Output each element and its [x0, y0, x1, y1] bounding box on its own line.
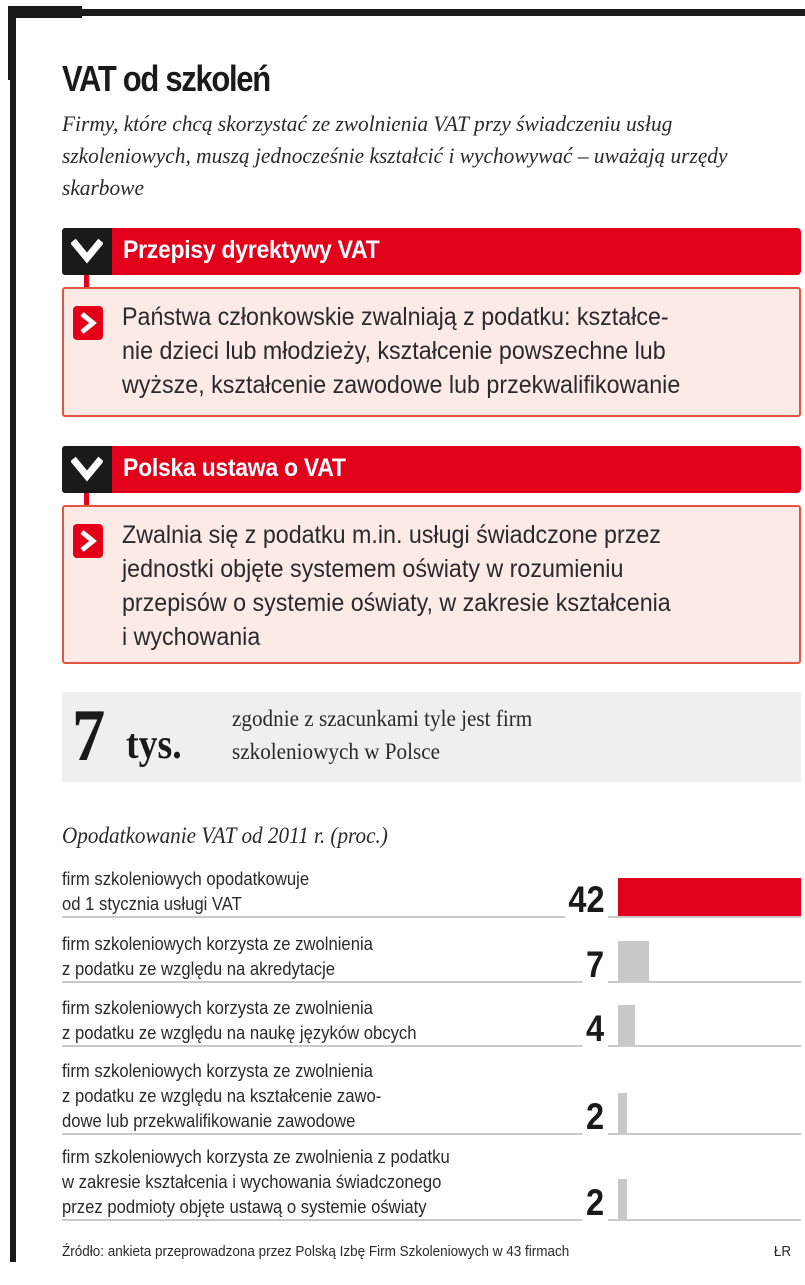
bar-label — [62, 995, 422, 1045]
lead-paragraph: Firmy, które chcą skorzystać ze zwolnienia VAT przy świadczeniu usług szkoleniowych, muszą jednocześnie kształcić i wychowywać – uważają urzędy skarbowe — [62, 111, 728, 200]
bar-row — [62, 1054, 801, 1135]
bar-label-line: firm szkoleniowych korzysta ze zwolnienia — [62, 1060, 373, 1081]
bar-label-line: przez podmioty objęte ustawą o systemie oświaty — [62, 1196, 427, 1217]
bar-label-line: firm szkoleniowych korzysta ze zwolnienia — [62, 933, 373, 954]
bar-row — [62, 991, 801, 1047]
bar-label-line: w zakresie kształcenia i wychowania świadczonego — [62, 1171, 442, 1192]
bar — [618, 941, 649, 981]
row-baseline-rule — [62, 1219, 801, 1221]
bar-label-line: firm szkoleniowych korzysta ze zwolnienia z podatku — [62, 1146, 450, 1167]
section-text — [122, 518, 792, 654]
page-title: VAT od szkoleń — [62, 58, 270, 99]
chevron-right-icon — [73, 524, 103, 558]
section-heading-bar — [112, 446, 801, 493]
bar-row — [62, 927, 801, 983]
bar — [618, 1093, 627, 1133]
bar-label — [62, 866, 314, 916]
text-line: Państwa członkowskie zwalniają z podatku: kształce- — [122, 303, 669, 331]
frame-top-rule — [8, 9, 805, 16]
text-line: zgodnie z szacunkami tyle jest firm — [232, 706, 533, 731]
bar-label-line: z podatku ze względu na akredytacje — [62, 958, 336, 979]
connector-line — [84, 493, 89, 505]
bar — [618, 1005, 635, 1045]
row-baseline-rule — [62, 981, 801, 983]
bar-label — [62, 931, 378, 981]
bar-label-line: z podatku ze względu na naukę języków obcych — [62, 1022, 417, 1043]
text-line: nie dzieci lub młodzieży, kształcenie powszechne lub — [122, 337, 666, 365]
bar-label-line: firm szkoleniowych korzysta ze zwolnienia — [62, 997, 373, 1018]
row-baseline-rule — [62, 1133, 801, 1135]
bar-value-label: 7 — [583, 945, 608, 985]
chevron-down-icon — [62, 446, 112, 493]
bar-label-line: od 1 stycznia usługi VAT — [62, 893, 242, 914]
section-content-box — [62, 505, 801, 664]
bar-row — [62, 1140, 801, 1221]
bar-label-line: z podatku ze względu na kształcenie zawo- — [62, 1085, 382, 1106]
stat-number: 7 — [72, 695, 106, 777]
frame-left-rule — [10, 6, 16, 1262]
bar-value-label: 2 — [583, 1097, 608, 1137]
bar-value-label: 2 — [583, 1183, 608, 1223]
section-text — [122, 300, 792, 402]
bar-value-label: 42 — [565, 880, 608, 920]
text-line: Zwalnia się z podatku m.in. usługi świadczone przez — [122, 521, 661, 549]
stat-callout — [62, 692, 801, 782]
bar-label-line: firm szkoleniowych opodatkowuje — [62, 868, 310, 889]
chart-title: Opodatkowanie VAT od 2011 r. (proc.) — [62, 823, 388, 848]
stat-description — [232, 702, 692, 768]
source-note: Źródło: ankieta przeprowadzona przez Polską Izbę Firm Szkoleniowych w 43 firmach — [62, 1243, 570, 1260]
connector-line — [84, 275, 89, 287]
bar — [618, 878, 801, 916]
text-line: jednostki objęte systemem oświaty w rozumieniu — [122, 555, 624, 583]
text-line: i wychowania — [122, 623, 261, 651]
author-initials: ŁR — [773, 1243, 791, 1260]
bar-value-label: 4 — [583, 1009, 608, 1049]
section-header-polish-law — [62, 446, 801, 493]
section-heading: Polska ustawa o VAT — [123, 454, 346, 482]
row-baseline-rule — [62, 916, 801, 918]
bar-label-line: dowe lub przekwalifikowanie zawodowe — [62, 1110, 356, 1131]
section-heading-bar — [112, 228, 801, 275]
row-baseline-rule — [62, 1045, 801, 1047]
section-content-box — [62, 287, 801, 417]
bar — [618, 1179, 627, 1219]
text-line: przepisów o systemie oświaty, w zakresie kształcenia — [122, 589, 671, 617]
bar-label — [62, 1144, 455, 1219]
text-line: szkoleniowych w Polsce — [232, 739, 441, 764]
section-heading: Przepisy dyrektywy VAT — [123, 236, 380, 264]
chevron-down-icon — [62, 228, 112, 275]
text-line: wyższe, kształcenie zawodowe lub przekwalifikowanie — [122, 371, 681, 399]
bar-label — [62, 1058, 387, 1133]
stat-unit: tys. — [126, 722, 182, 768]
bar-row — [62, 862, 801, 918]
section-header-directive — [62, 228, 801, 275]
chevron-right-icon — [73, 306, 103, 340]
frame-corner-top — [8, 6, 82, 18]
